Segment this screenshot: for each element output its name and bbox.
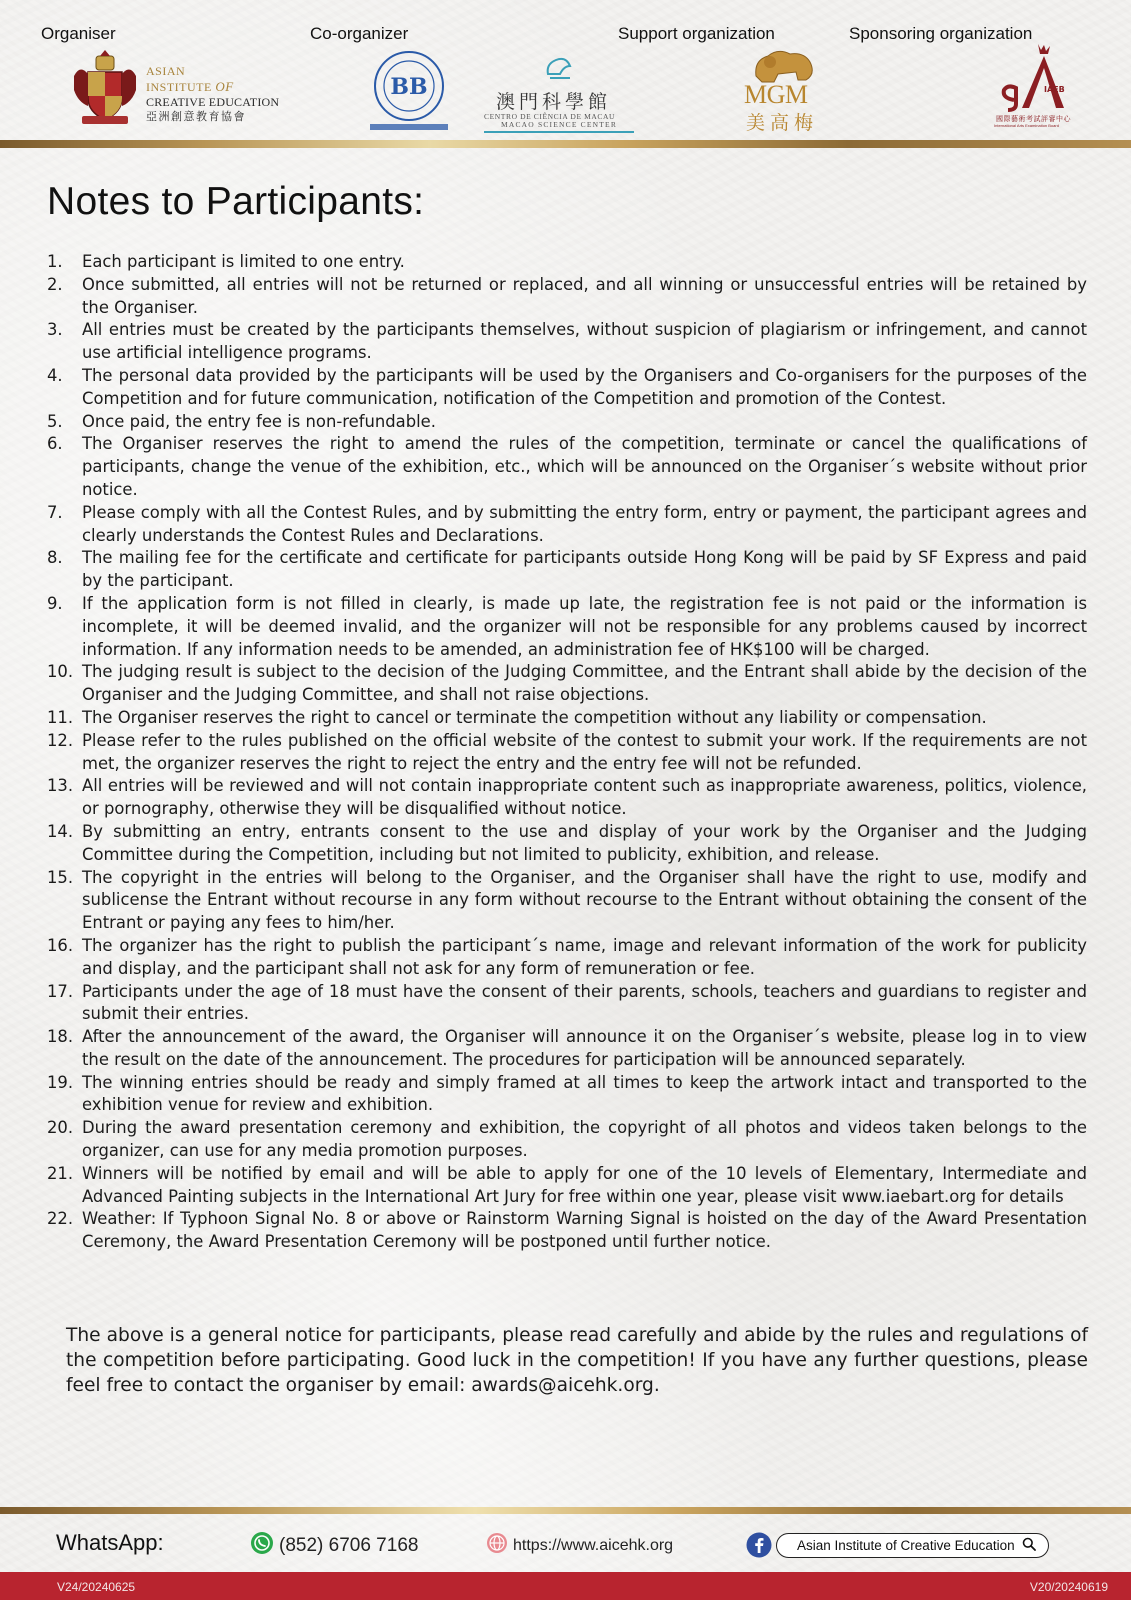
- facebook-search-text: Asian Institute of Creative Education: [797, 1538, 1015, 1553]
- coorg-mark: BB: [390, 74, 428, 100]
- note-number: 17.: [47, 981, 74, 1001]
- whatsapp-icon: [250, 1531, 274, 1561]
- note-number: 11.: [47, 707, 74, 727]
- macao-science-center-logo: [484, 54, 634, 134]
- note-text: The copyright in the entries will belong to the Organiser, and the Organiser shall have the right to use, modify and sublicense the Entrant without recourse in any form without recourse to the Entrant without obtaining the consent of the Entrant or paying any fees to him/her.: [82, 867, 1087, 933]
- note-text: By submitting an entry, entrants consent to the use and display of your work by the Organiser and the Judging Committee during the Competition, including but not limited to publicity, exhibition, and release.: [82, 821, 1087, 864]
- note-item: [47, 433, 1087, 501]
- note-text: After the announcement of the award, the Organiser will announce it on the Organiser´s website, please log in to view the result on the date of the announcement. The procedures for participation will be announced separately.: [82, 1027, 1087, 1069]
- note-number: 16.: [47, 935, 74, 955]
- facebook-icon[interactable]: [746, 1532, 772, 1562]
- iaeb-mark: IAEB: [1044, 85, 1065, 94]
- note-item: [47, 1163, 1087, 1209]
- note-item: [47, 775, 1087, 821]
- note-text: The judging result is subject to the decision of the Judging Committee, and the Entrant shall abide by the decision of the Organiser and the Judging Committee, and shall not raise objections.: [82, 662, 1087, 705]
- note-item: [47, 935, 1087, 981]
- note-number: 19.: [47, 1072, 74, 1092]
- coorganizer-seal-icon: [370, 48, 448, 134]
- note-item: [47, 707, 1087, 730]
- note-item: [47, 1117, 1087, 1163]
- note-item: [47, 319, 1087, 365]
- note-item: [47, 251, 1087, 274]
- organiser-label: Organiser: [41, 24, 116, 43]
- website-link[interactable]: https://www.aicehk.org: [513, 1536, 674, 1554]
- science-center-pt: CENTRO DE CIÊNCIA DE MACAU: [484, 112, 616, 121]
- note-item: [47, 593, 1087, 661]
- aice-of: OF: [215, 79, 234, 94]
- facebook-search-box[interactable]: [776, 1533, 1049, 1558]
- note-item: [47, 661, 1087, 707]
- note-number: 4.: [47, 365, 63, 385]
- note-number: 21.: [47, 1163, 74, 1183]
- iaeb-chinese: 國際藝術考試評審中心: [996, 115, 1071, 123]
- mgm-wordmark: MGM: [744, 80, 808, 109]
- note-number: 15.: [47, 867, 74, 887]
- note-text: Once submitted, all entries will not be returned or replaced, and all winning or unsuccessful entries will be retained by the Organiser.: [82, 274, 1087, 317]
- iaeb-crown-a-icon: [994, 42, 1074, 112]
- aice-logo: [70, 50, 285, 130]
- science-center-chinese: 澳門科學館: [496, 91, 612, 113]
- whatsapp-contact[interactable]: [250, 1531, 418, 1561]
- website-contact[interactable]: [486, 1532, 673, 1559]
- note-text: All entries must be created by the participants themselves, without suspicion of plagiarism or infringement, and cannot use artificial intelligence programs.: [82, 320, 1087, 363]
- note-text: Please refer to the rules published on the official website of the contest to submit your work. If the requirements are not met, the organizer reserves the right to reject the entry and the entry fee will not be refunded.: [82, 730, 1087, 773]
- note-number: 1.: [47, 252, 63, 271]
- mgm-lion-icon: [748, 46, 818, 84]
- note-item: [47, 730, 1087, 776]
- note-text: Participants under the age of 18 must have the consent of their parents, schools, teachers and guardians to register and submit their entries.: [82, 981, 1087, 1024]
- note-number: 10.: [47, 662, 74, 682]
- header-divider: [0, 140, 1131, 148]
- footer-divider: [0, 1507, 1131, 1514]
- whatsapp-label: WhatsApp:: [56, 1530, 164, 1555]
- note-text: The winning entries should be ready and simply framed at all times to keep the artwork intact and transported to the exhibition venue for review and exhibition.: [82, 1072, 1087, 1115]
- note-text: The Organiser reserves the right to cancel or terminate the competition without any liability or compensation.: [82, 707, 987, 727]
- note-text: Winners will be notified by email and will be able to apply for one of the 10 levels of Elementary, Intermediate and Advanced Painting subjects in the International Art Jury for free within one year, please visit www.iaebart.org for details: [82, 1163, 1087, 1206]
- mgm-chinese: 美高梅: [746, 112, 819, 134]
- note-item: [47, 1072, 1087, 1118]
- note-number: 22.: [47, 1209, 74, 1229]
- science-center-emblem-icon: [544, 56, 574, 82]
- iaeb-english: International Arts Examination Board: [994, 123, 1059, 128]
- note-number: 20.: [47, 1118, 74, 1138]
- note-item: [47, 1208, 1087, 1254]
- note-text: The Organiser reserves the right to amend the rules of the competition, terminate or cancel the qualifications of participants, change the venue of the exhibition, etc., which will be announced on the Organiser´s website without prior notice.: [82, 434, 1087, 499]
- coorganizer-logo: [370, 48, 448, 134]
- footer: [0, 1514, 1131, 1572]
- note-item: [47, 867, 1087, 935]
- sponsoring-organization-label: Sponsoring organization: [849, 24, 1033, 43]
- note-text: During the award presentation ceremony and exhibition, the copyright of all photos and videos taken belongs to the organizer, can use for any media promotion purposes.: [82, 1118, 1087, 1161]
- note-number: 9.: [47, 593, 63, 613]
- note-text: All entries will be reviewed and will not contain inappropriate content such as inappropriate awareness, politics, violence, or pornography, otherwise they will be disqualified without notice.: [82, 776, 1087, 819]
- aice-line3: CREATIVE EDUCATION: [146, 95, 280, 109]
- note-number: 13.: [47, 776, 74, 796]
- note-item: [47, 821, 1087, 867]
- note-text: If the application form is not filled in clearly, is made up late, the registration fee is not paid or the information is incomplete, it will be deemed invalid, and the organizer will not be responsible for any problems caused by incorrect information. If any information needs to be amended, an administration fee of HK$100 will be charged.: [82, 593, 1087, 659]
- note-text: Each participant is limited to one entry.: [82, 252, 405, 271]
- mgm-logo: [742, 46, 832, 134]
- closing-paragraph: The above is a general notice for participants, please read carefully and abide by the rules and regulations of the competition before participating. Good luck in the competition! If you have any further questions, please feel free to contact the organiser by email: awards@aicehk.org.: [66, 1325, 1088, 1396]
- note-item: [47, 547, 1087, 593]
- note-number: 14.: [47, 821, 74, 841]
- page-title: Notes to Participants:: [47, 180, 425, 223]
- globe-icon: [486, 1532, 508, 1559]
- note-item: [47, 411, 1087, 434]
- note-text: Once paid, the entry fee is non-refundable.: [82, 411, 436, 431]
- note-item: [47, 981, 1087, 1027]
- note-number: 12.: [47, 730, 74, 750]
- search-icon[interactable]: [1022, 1537, 1036, 1554]
- note-text: The organizer has the right to publish the participant´s name, image and relevant information of the work for publicity and display, and the participant shall not ask for any form of remuneration or fee.: [82, 935, 1087, 978]
- note-text: Weather: If Typhoon Signal No. 8 or above or Rainstorm Warning Signal is hoisted on the day of the Award Presentation Ceremony, the Award Presentation Ceremony will be postponed until further notice.: [82, 1209, 1087, 1252]
- version-left: V24/20240625: [57, 1580, 136, 1594]
- note-text: Please comply with all the Contest Rules, and by submitting the entry form, entry or payment, the participant agrees and clearly understands the Contest Rules and Declarations.: [82, 502, 1087, 545]
- iaeb-logo: [990, 42, 1080, 132]
- note-number: 8.: [47, 548, 63, 568]
- note-item: [47, 274, 1087, 320]
- aice-crest-icon: [70, 50, 140, 128]
- note-text: The mailing fee for the certificate and certificate for participants outside Hong Kong will be paid by SF Express and paid by the participant.: [82, 548, 1087, 591]
- notes-list: [47, 251, 1087, 1254]
- aice-line4: 亞洲創意教育協會: [146, 111, 246, 123]
- version-bar: [0, 1572, 1131, 1600]
- version-right: V20/20240619: [1029, 1580, 1108, 1594]
- note-number: 5.: [47, 411, 63, 431]
- phone-number[interactable]: (852) 6706 7168: [279, 1535, 419, 1556]
- note-item: [47, 502, 1087, 548]
- coorganizer-label: Co-organizer: [310, 24, 409, 43]
- header: [0, 0, 1131, 140]
- aice-line2: INSTITUTE: [146, 80, 212, 94]
- support-organization-label: Support organization: [618, 24, 775, 43]
- note-number: 7.: [47, 502, 63, 522]
- aice-line1: ASIAN: [146, 64, 186, 78]
- note-item: [47, 365, 1087, 411]
- note-number: 3.: [47, 320, 63, 340]
- note-text: The personal data provided by the participants will be used by the Organisers and Co-organisers for the purposes of the Competition and for future communication, notification of the Competition and promotion of the Contest.: [82, 365, 1087, 408]
- note-item: [47, 1026, 1087, 1072]
- note-number: 18.: [47, 1027, 74, 1047]
- note-number: 2.: [47, 274, 63, 294]
- science-center-en: MACAO SCIENCE CENTER: [500, 120, 618, 129]
- note-number: 6.: [47, 434, 63, 454]
